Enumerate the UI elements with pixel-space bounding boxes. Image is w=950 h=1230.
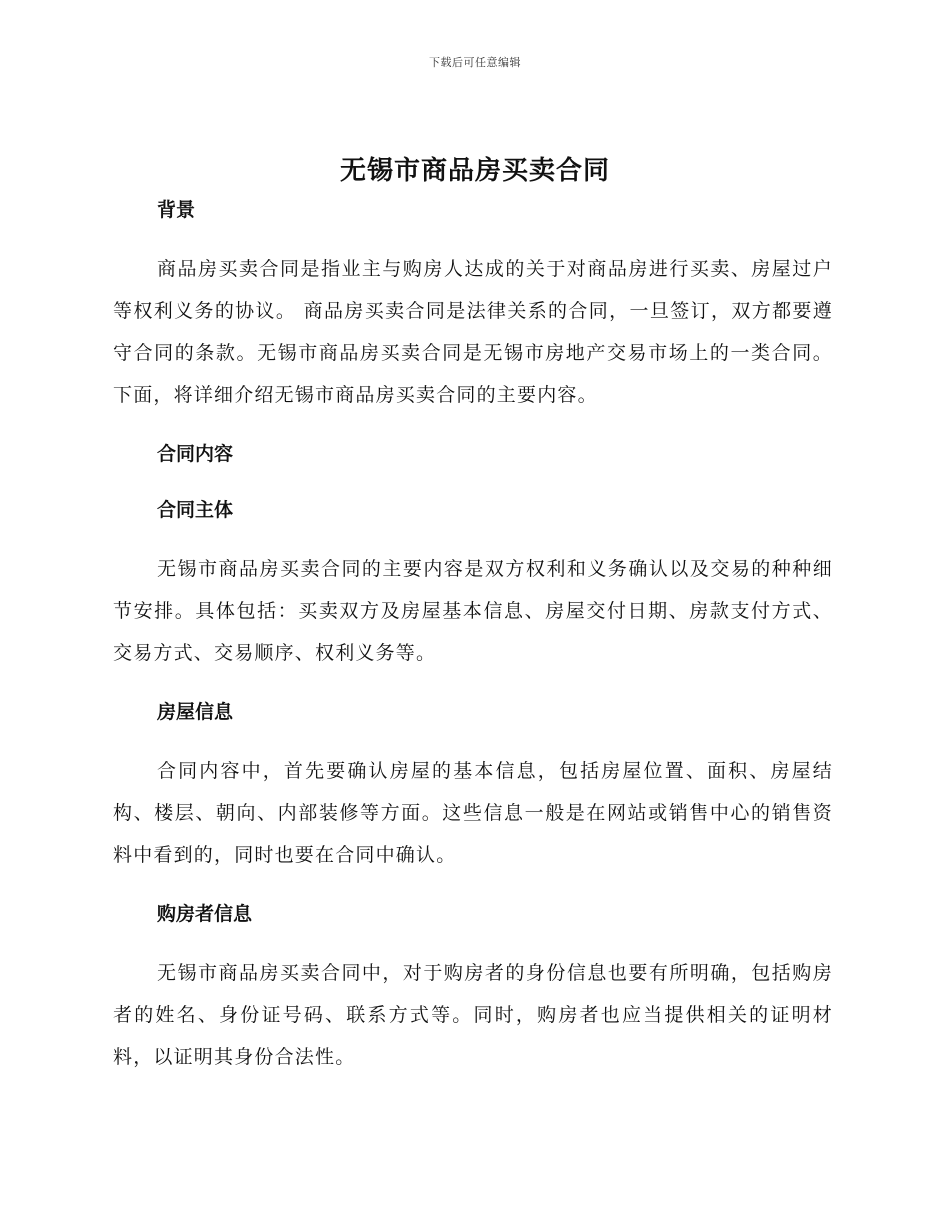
section-paragraph-background: 商品房买卖合同是指业主与购房人达成的关于对商品房进行买卖、房屋过户等权利义务的协议。 商品房买卖合同是法律关系的合同，一旦签订，双方都要遵守合同的条款。无锡市商品房买卖合同是无锡市房地产交易市场上的一类合同。下面，将详细介绍无锡市商品房买卖合同的主要内容。: [113, 258, 833, 406]
section-heading-background: 背景: [157, 199, 196, 221]
section-paragraph-contract-parties: 无锡市商品房买卖合同的主要内容是双方权利和义务确认以及交易的种种细节安排。具体包括：买卖双方及房屋基本信息、房屋交付日期、房款支付方式、交易方式、交易顺序、权利义务等。: [113, 558, 833, 664]
section-heading-house-info: 房屋信息: [157, 701, 234, 723]
section-heading-contract-parties: 合同主体: [157, 499, 234, 521]
document-title: 无锡市商品房买卖合同: [339, 156, 610, 186]
section-paragraph-house-info: 合同内容中，首先要确认房屋的基本信息，包括房屋位置、面积、房屋结构、楼层、朝向、内部装修等方面。这些信息一般是在网站或销售中心的销售资料中看到的，同时也要在合同中确认。: [113, 760, 833, 866]
section-heading-contract-content: 合同内容: [157, 443, 234, 465]
page-header: 下载后可任意编辑: [429, 56, 521, 69]
document-body: [113, 192, 833, 1098]
section-heading-buyer-info: 购房者信息: [157, 903, 253, 925]
section-paragraph-buyer-info: 无锡市商品房买卖合同中，对于购房者的身份信息也要有所明确，包括购房者的姓名、身份证号码、联系方式等。同时，购房者也应当提供相关的证明材料，以证明其身份合法性。: [113, 962, 833, 1068]
